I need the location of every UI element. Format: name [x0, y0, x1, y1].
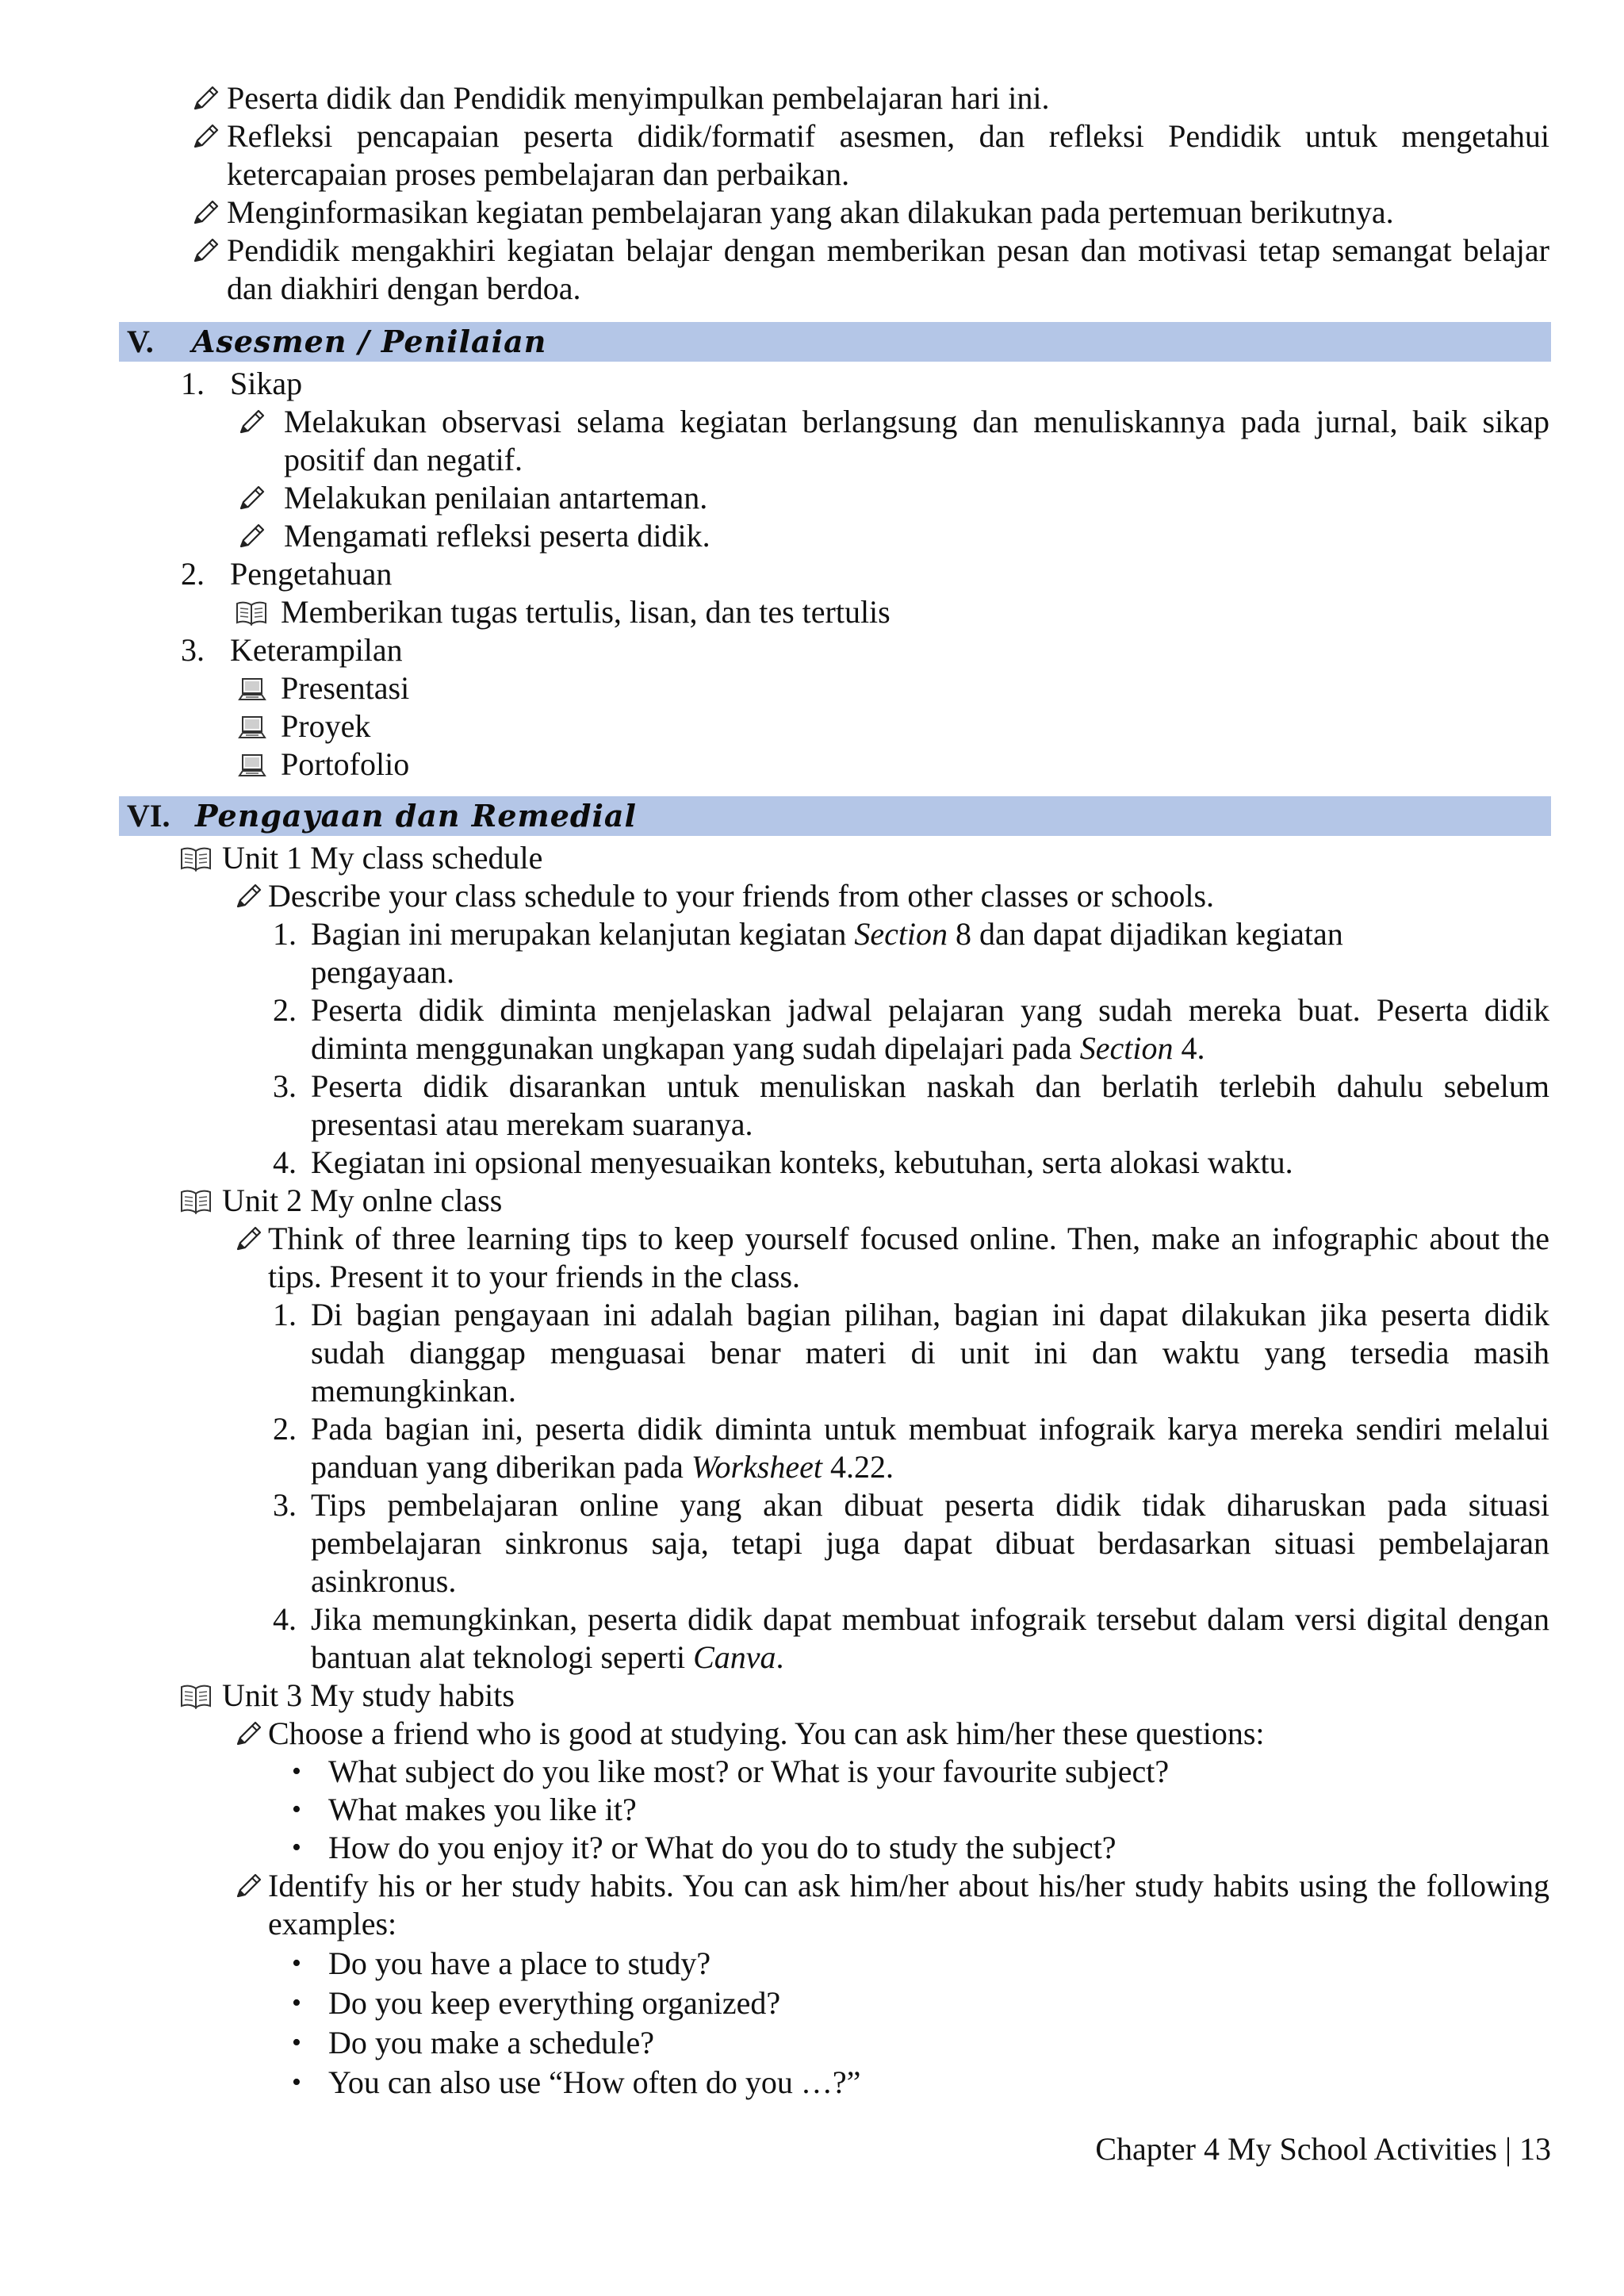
bullet-item — [292, 1791, 637, 1829]
pencil-icon — [192, 198, 220, 227]
book-icon — [179, 1188, 213, 1215]
item-text: Jika memungkinkan, peserta didik dapat membuat infograik tersebut dalam versi digital dengan bantuan alat teknologi seperti Canva. — [311, 1601, 1549, 1675]
list-item — [238, 479, 1549, 517]
closing-text: Peserta didik dan Pendidik menyimpulkan pembelajaran hari ini. — [227, 80, 1050, 116]
list-item — [238, 517, 1549, 555]
bullet-text: How do you enjoy it? or What do you do to study the subject? — [328, 1830, 1116, 1865]
item-text: Kegiatan ini opsional menyesuaikan konteks, kebutuhan, serta alokasi waktu. — [311, 1144, 1293, 1180]
bullet-item — [292, 1829, 1116, 1867]
section-number: VI. — [127, 798, 170, 834]
bullet-dot: • — [292, 1988, 301, 2018]
closing-text: Pendidik mengakhiri kegiatan belajar dengan memberikan pesan dan motivasi tetap semangat belajar dan diakhiri dengan berdoa. — [227, 232, 1549, 306]
pencil-icon — [235, 1872, 263, 1900]
item-text: Portofolio — [281, 746, 410, 782]
task-item — [235, 1715, 1549, 1753]
item-text: Proyek — [281, 708, 371, 744]
pencil-icon — [238, 484, 266, 512]
assessment-category — [181, 365, 302, 403]
task-item — [235, 1220, 1549, 1296]
numbered-item — [273, 1296, 1549, 1410]
list-number: 1. — [273, 916, 297, 952]
list-number: 2. — [273, 992, 297, 1028]
page-footer: Chapter 4 My School Activities | 13 — [1095, 2131, 1551, 2167]
pencil-icon — [192, 84, 220, 113]
task-item — [235, 877, 1549, 915]
section-title: Asesmen / Penilaian — [192, 324, 547, 359]
item-text: Melakukan penilaian antarteman. — [284, 480, 708, 516]
pencil-icon — [238, 408, 266, 436]
list-item — [238, 707, 370, 746]
unit-heading — [179, 1182, 502, 1220]
item-text: Melakukan observasi selama kegiatan berlangsung dan menuliskannya pada jurnal, baik sikap positif dan negatif. — [284, 404, 1549, 477]
list-item — [235, 593, 1549, 631]
bullet-text: Do you have a place to study? — [328, 1945, 711, 1981]
closing-item — [192, 194, 1549, 232]
list-number: 3. — [273, 1068, 297, 1104]
book-icon — [179, 1683, 213, 1710]
list-number: 2. — [273, 1411, 297, 1447]
assessment-category — [181, 555, 392, 593]
list-number: 3. — [273, 1487, 297, 1523]
list-number: 1. — [181, 366, 205, 401]
task-item — [235, 1867, 1549, 1943]
bullet-dot: • — [292, 1833, 301, 1862]
task-text: Choose a friend who is good at studying. You can ask him/her these questions: — [268, 1715, 1265, 1751]
item-text: Memberikan tugas tertulis, lisan, dan tes tertulis — [281, 594, 891, 630]
laptop-icon — [238, 714, 266, 741]
unit-title: Unit 2 My onlne class — [222, 1182, 503, 1218]
pencil-icon — [192, 122, 220, 151]
section-header-asesmen — [119, 322, 1551, 362]
bullet-dot: • — [292, 1949, 301, 1978]
unit-title: Unit 3 My study habits — [222, 1677, 515, 1713]
bullet-text: What subject do you like most? or What is your favourite subject? — [328, 1754, 1170, 1789]
item-text: Presentasi — [281, 670, 410, 706]
numbered-item — [273, 1486, 1549, 1600]
task-text: Think of three learning tips to keep yourself focused online. Then, make an infographic about the tips. Present it to your friends in the class. — [268, 1221, 1549, 1294]
task-text: Describe your class schedule to your friends from other classes or schools. — [268, 878, 1215, 914]
bullet-dot: • — [292, 2028, 301, 2057]
numbered-item — [273, 1600, 1549, 1677]
closing-text: Menginformasikan kegiatan pembelajaran yang akan dilakukan pada pertemuan berikutnya. — [227, 194, 1394, 230]
list-item — [238, 746, 409, 784]
category-label: Sikap — [230, 366, 303, 401]
bullet-text: What makes you like it? — [328, 1792, 637, 1827]
numbered-item — [273, 1144, 1549, 1182]
list-number: 4. — [273, 1601, 297, 1637]
bullet-item — [292, 1984, 780, 2022]
item-text: Mengamati refleksi peserta didik. — [284, 518, 710, 554]
list-item — [238, 403, 1549, 479]
bullet-dot: • — [292, 1757, 301, 1786]
bullet-text: You can also use “How often do you …?” — [328, 2064, 861, 2100]
bullet-item — [292, 2064, 860, 2102]
category-label: Pengetahuan — [230, 556, 393, 592]
section-header-pengayaan — [119, 796, 1551, 836]
section-number: V. — [127, 324, 154, 359]
list-number: 1. — [273, 1297, 297, 1332]
item-text: Bagian ini merupakan kelanjutan kegiatan Section 8 dan dapat dijadikan kegiatan pengayaan. — [311, 916, 1343, 990]
closing-text: Refleksi pencapaian peserta didik/formatif asesmen, dan refleksi Pendidik untuk mengetahui ketercapaian proses pembelajaran dan perbaikan. — [227, 118, 1549, 192]
list-number: 2. — [181, 556, 205, 592]
book-icon — [179, 845, 213, 872]
bullet-item — [292, 1753, 1169, 1791]
unit-heading — [179, 839, 542, 877]
laptop-icon — [238, 752, 266, 779]
unit-title: Unit 1 My class schedule — [222, 840, 543, 876]
assessment-category — [181, 631, 403, 669]
item-text: Di bagian pengayaan ini adalah bagian pilihan, bagian ini dapat dilakukan jika peserta didik sudah dianggap menguasai benar materi di unit ini dan waktu yang tersedia masih memungkinkan. — [311, 1297, 1549, 1409]
category-label: Keterampilan — [230, 632, 403, 668]
item-text: Pada bagian ini, peserta didik diminta untuk membuat infograik karya mereka sendiri melalui panduan yang diberikan pada Worksheet 4.22. — [311, 1411, 1549, 1485]
closing-item — [192, 79, 1549, 117]
bullet-text: Do you keep everything organized? — [328, 1985, 781, 2021]
bullet-item — [292, 2024, 654, 2062]
unit-heading — [179, 1677, 515, 1715]
bullet-dot: • — [292, 2068, 301, 2097]
item-text: Tips pembelajaran online yang akan dibuat peserta didik tidak diharuskan pada situasi pembelajaran sinkronus saja, tetapi juga dapat dibuat berdasarkan situasi pembelajaran asinkronus. — [311, 1487, 1549, 1599]
bullet-item — [292, 1945, 710, 1983]
section-title: Pengayaan dan Remedial — [195, 798, 637, 834]
bullet-dot: • — [292, 1795, 301, 1824]
item-text: Peserta didik diminta menjelaskan jadwal pelajaran yang sudah mereka buat. Peserta didik diminta menggunakan ungkapan yang sudah dipelajari pada Section 4. — [311, 992, 1549, 1066]
numbered-item — [273, 1068, 1549, 1144]
numbered-item — [273, 1410, 1549, 1486]
numbered-item — [273, 991, 1549, 1068]
list-item — [238, 669, 409, 707]
bullet-text: Do you make a schedule? — [328, 2025, 654, 2060]
book-icon — [235, 600, 268, 627]
pencil-icon — [235, 882, 263, 910]
laptop-icon — [238, 676, 266, 703]
item-text: Peserta didik disarankan untuk menuliskan naskah dan berlatih terlebih dahulu sebelum presentasi atau merekam suaranya. — [311, 1068, 1549, 1142]
task-text: Identify his or her study habits. You can ask him/her about his/her study habits using the following examples: — [268, 1868, 1549, 1941]
list-number: 3. — [181, 632, 205, 668]
pencil-icon — [235, 1225, 263, 1253]
pencil-icon — [235, 1719, 263, 1748]
closing-item — [192, 117, 1549, 194]
list-number: 4. — [273, 1144, 297, 1180]
numbered-item — [273, 915, 1383, 991]
pencil-icon — [192, 236, 220, 265]
closing-item — [192, 232, 1549, 308]
pencil-icon — [238, 522, 266, 550]
